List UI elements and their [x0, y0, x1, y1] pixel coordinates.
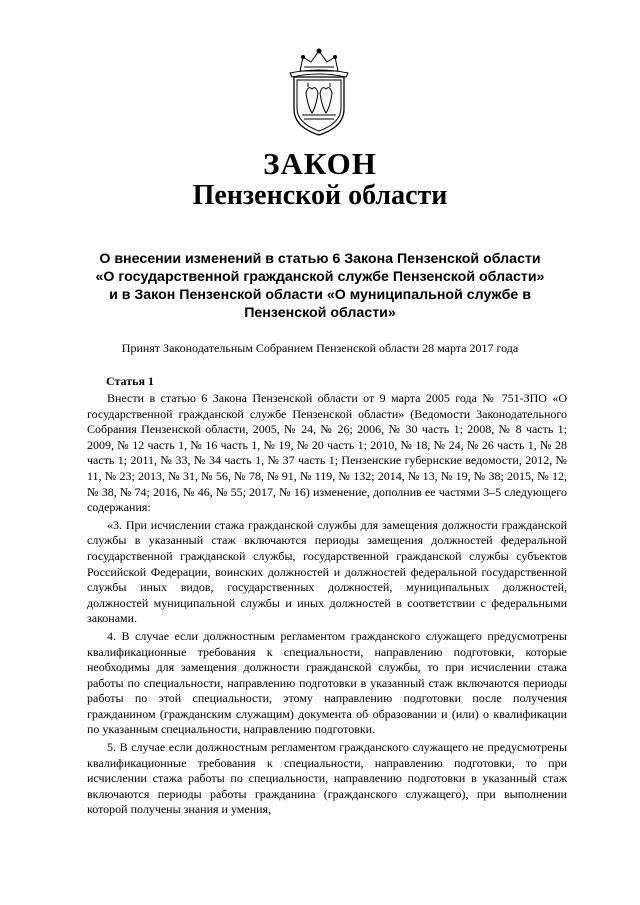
paragraph-part-4: 4. В случае если должностным регламентом гражданского служащего предусмотрены квалификационные требования к специальности, направлению подготовки, которые необходимы для замещения должности гражданской службы, то при исчислении стажа работы по специальности, направлению подготовки в указанный стаж включаются периоды работы по этой специальности, этому направлению подготовки после получения гражданином (гражданским служащим) документа об образовании и (или) о квалификации по указанным специальности, направлению подготовки.: [87, 628, 567, 737]
law-heading: [60, 250, 580, 322]
paragraph-intro: Внести в статью 6 Закона Пензенской области от 9 марта 2005 года № 751-ЗПО «О государственной гражданской службе Пензенской области» (Ведомости Законодательного Собрания Пензенской области, 2005, № 24, № 26; 2006, № 30 часть 1; 2008, № 8 часть 1; 2009, № 12 часть 1, № 16 часть 1, № 19, № 20 часть 1; 2010, № 18, № 24, № 26 часть 1, № 28 часть 1; 2011, № 33, № 34 часть 1, № 37 часть 1; Пензенские губернские ведомости, 2012, № 11, № 23; 2013, № 31, № 56, № 78, № 91, № 119, № 132; 2014, № 13, № 19, № 38; 2015, № 12, № 38, № 74; 2016, № 46, № 55; 2017, № 16) изменение, дополнив ее частями 3–5 следующего содержания:: [87, 391, 567, 515]
heading-line: и в Закон Пензенской области «О муниципальной службе в: [109, 287, 531, 303]
heading-line: О внесении изменений в статью 6 Закона Пензенской области: [99, 251, 541, 267]
adoption-note: Принят Законодательным Собранием Пензенской области 28 марта 2017 года: [121, 341, 519, 355]
heading-line: «О государственной гражданской службе Пензенской области»: [95, 269, 545, 285]
law-title: ЗАКОН: [263, 146, 377, 181]
article-title: Статья 1: [106, 374, 154, 388]
heading-line: Пензенской области»: [244, 305, 396, 321]
paragraph-part-3: «3. При исчислении стажа гражданской службы для замещения должности гражданской службы в указанный стаж включаются периоды замещения должностей федеральной государственной гражданской службы, государственной гражданской службы субъектов Российской Федерации, воинских должностей и должностей федеральной государственной службы иных видов, государственных должностей, муниципальных должностей, должностей муниципальной службы и иных должностей в соответствии с федеральными законами.: [87, 517, 567, 626]
paragraph-part-5: 5. В случае если должностным регламентом гражданского служащего не предусмотрены квалификационные требования к специальности, направлению подготовки, то при исчислении стажа работы по специальности, направлению подготовки в указанный стаж включаются периоды работы гражданина (гражданского служащего), при выполнении которой получены знания и умения,: [87, 740, 567, 817]
law-subtitle: Пензенской области: [192, 180, 448, 211]
article-body: [87, 391, 567, 818]
coat-of-arms-emblem: [286, 47, 352, 137]
